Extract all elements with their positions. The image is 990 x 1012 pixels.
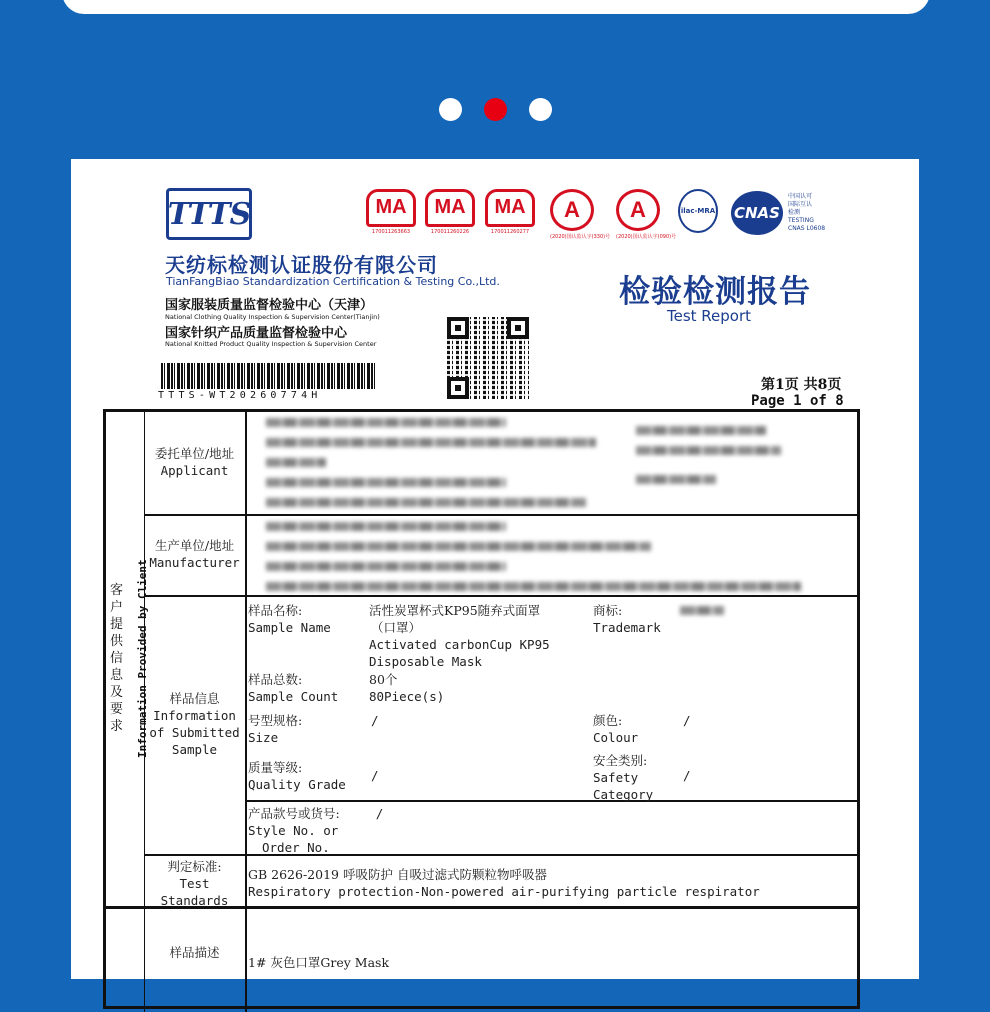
sample-count-label: 样品总数: Sample Count [248,672,339,704]
company-name-cn: 天纺标检测认证股份有限公司 [165,253,438,277]
carousel-indicator [0,98,990,122]
safety-category-value: / [683,768,691,783]
colour-value: / [683,713,691,728]
cnas-mark: CNAS 中国认可 国际互认 检测 TESTING CNAS L0608 [731,191,825,235]
ttts-logo: TTTS [166,188,252,240]
applicant-label: 委托单位/地址 Applicant [154,446,235,478]
ilac-mra-mark: ilac-MRA [678,189,718,233]
manufacturer-label: 生产单位/地址 Manufacturer [149,538,240,570]
certification-marks [366,189,836,241]
test-report-image [71,159,919,979]
style-no-label: 产品款号或货号: / Style No. or Order No. [248,806,384,855]
sample-info-label: 样品信息 Information of Submitted Sample [149,691,240,757]
safety-category-label: 安全类别: Safety Category [593,753,654,802]
applicant-contact-redacted [636,426,786,495]
barcode-number: TTTS-WT20260774H [158,390,322,401]
center1-cn: 国家服装质量监督检验中心（天津） [165,298,374,313]
sample-name-label: 样品名称: Sample Name [248,603,331,635]
cma-mark-1: MA 170011263663 [366,189,416,235]
report-title-en: Test Report [667,307,752,325]
size-label: 号型规格: Size [248,713,303,745]
cal-mark-2: A (2020)国认监认字(090)号 [616,189,676,240]
carousel-dot-2-active[interactable] [484,98,507,121]
size-value: / [371,713,379,728]
cma-mark-2: MA 170011260226 [425,189,475,235]
qr-code [447,317,529,399]
report-title-cn: 检验检测报告 [619,274,811,310]
company-name-en: TianFangBiao Standardization Certification & Testing Co.,Ltd. [166,275,500,288]
center2-en: National Knitted Product Quality Inspection & Supervision Center [165,340,377,348]
carousel-dot-3[interactable] [529,98,552,121]
sample-count-value: 80个 80Piece(s) [369,672,445,704]
sample-description-value: 1# 灰色口罩Grey Mask [248,955,390,970]
test-standards-label: 判定标准: Test Standards [160,859,229,908]
sample-description-label: 样品描述 [169,945,220,960]
sample-name-value: 活性炭罩杯式KP95随弃式面罩 （口罩） Activated carbonCup KP95 Disposable Mask [369,603,550,669]
client-info-table [103,409,860,1009]
center1-en: National Clothing Quality Inspection & Supervision Center(Tianjin) [165,313,380,321]
colour-label: 颜色: Colour [593,713,639,745]
barcode [161,363,376,389]
page-number-cn: 第1页 共8页 [761,377,842,393]
cal-mark-1: A (2020)国认监认字(330)号 [550,189,610,240]
test-standards-value: GB 2626-2019 呼吸防护 自吸过滤式防颗粒物呼吸器 Respiratory protection-Non-powered air-purifying particle respirator [248,867,760,899]
carousel-dot-1[interactable] [439,98,462,121]
trademark-redacted [680,606,730,626]
manufacturer-redacted [266,522,826,602]
center2-cn: 国家针织产品质量监督检验中心 [165,326,348,341]
quality-grade-label: 质量等级: Quality Grade [248,760,346,792]
page-number-en: Page 1 of 8 [751,393,844,409]
cma-mark-3: MA 170011260277 [485,189,535,235]
trademark-label: 商标: Trademark [593,603,661,635]
top-card [62,0,930,14]
quality-grade-value: / [371,768,379,783]
applicant-redacted [266,418,626,518]
client-info-side-label: 客户提供信息及要求 Information Provided by Client [110,559,149,758]
